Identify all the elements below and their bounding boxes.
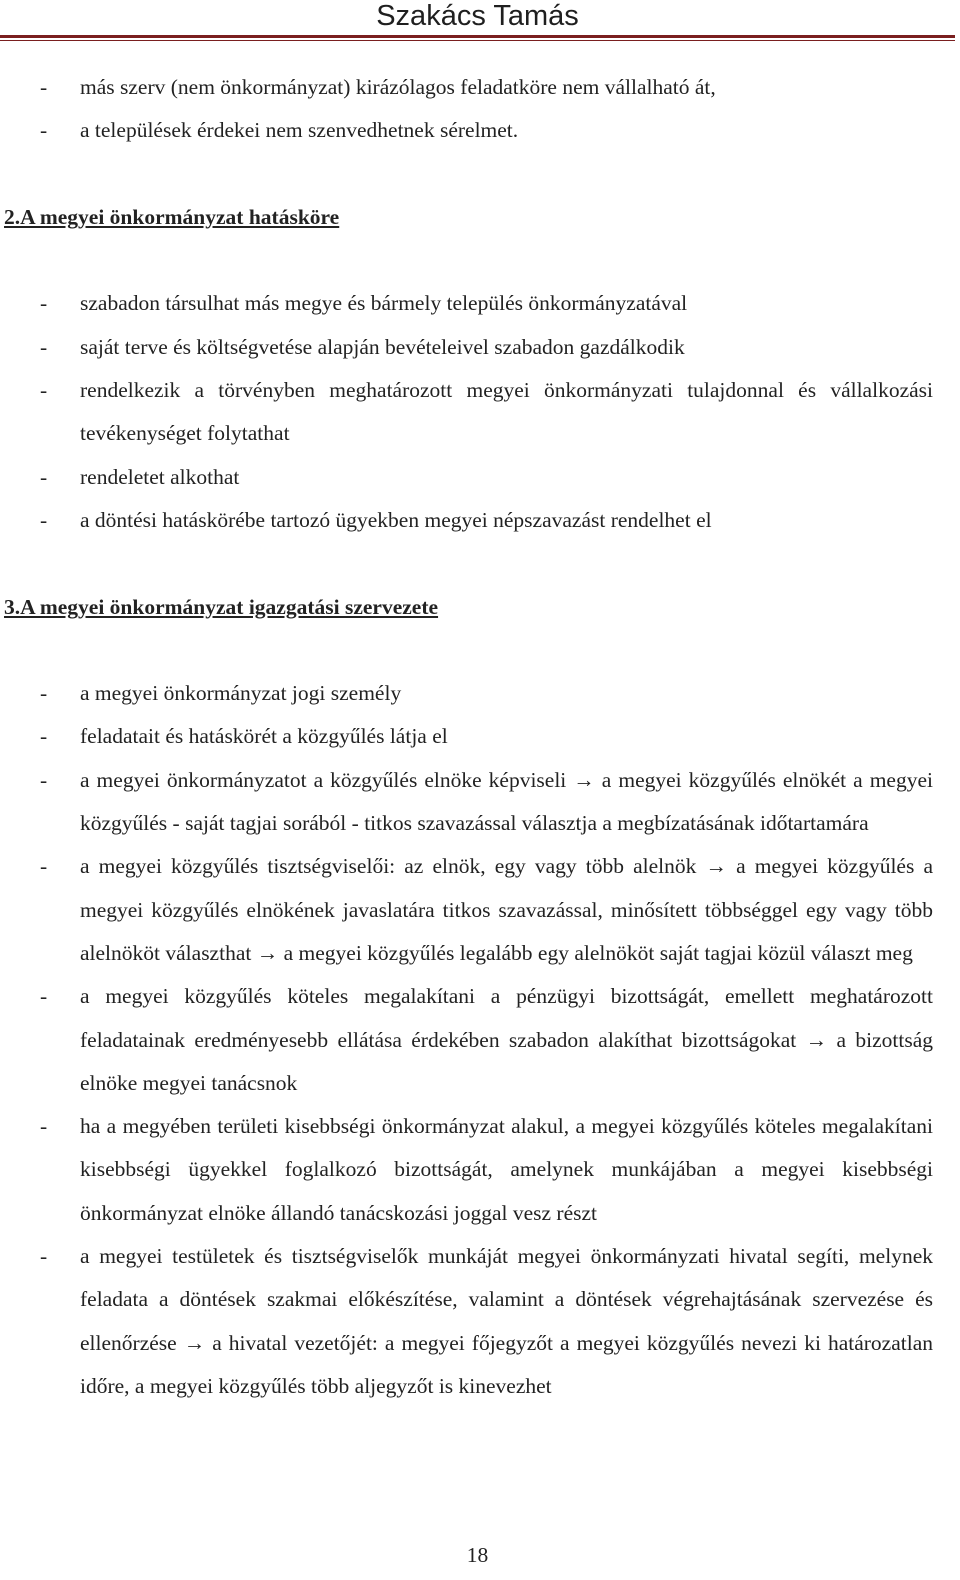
bullet-dash: - [40, 1244, 48, 1269]
list-item-text: ha a megyében területi kisebbségi önkormányzat alakul, a megyei közgyűlés köteles megalakítani kisebbségi ügyekkel foglalkozó bizottságát, amelynek munkájában a megyei kisebbségi önkormányzat elnöke állandó tanácskozási joggal vesz részt [80, 1114, 933, 1225]
list-item-text: a döntési hatáskörébe tartozó ügyekben megyei népszavazást rendelhet el [80, 507, 712, 532]
list-item [0, 845, 933, 975]
list-item [0, 326, 933, 369]
list-item [0, 759, 933, 846]
spacer [0, 239, 960, 282]
bullet-dash: - [40, 507, 48, 532]
bullet-dash: - [40, 118, 48, 143]
list-item [0, 975, 933, 1105]
list-item-text: a megyei közgyűlés tisztségviselői: az elnök, egy vagy több alelnök → a megyei közgyűlés a megyei közgyűlés elnökének javaslatára titkos szavazással, minősített többséggel egy vagy több alelnököt választhat → a megyei közgyűlés legalább egy alelnököt saját tagjai közül választ meg [80, 854, 933, 965]
list-item [0, 456, 933, 499]
list-item-text: a megyei közgyűlés köteles megalakítani a pénzügyi bizottságát, emellett meghatározott feladatainak eredményesebb ellátása érdekében szabadon alakíthat bizottságokat → a bizottság elnöke megyei tanácsnok [80, 984, 933, 1095]
page-number: 18 [466, 1543, 489, 1567]
bullet-dash: - [40, 378, 48, 403]
list-item [0, 715, 933, 758]
list-item-text: más szerv (nem önkormányzat) kirázólagos feladatköre nem vállalható át, [80, 75, 716, 99]
list-item-text: a megyei testületek és tisztségviselők munkáját megyei önkormányzati hivatal segíti, melynek feladata a döntések szakmai előkészítése, valamint a döntések végrehajtásának szervezése és ellenőrzése → a hivatal vezetőjét: a megyei főjegyzőt a megyei közgyűlés nevezi ki határozatlan időre, a megyei közgyűlés több aljegyzőt is kinevezhet [80, 1244, 933, 1398]
list-item-text: a megyei önkormányzat jogi személy [80, 681, 402, 706]
list-item [0, 672, 933, 715]
spacer [0, 629, 960, 672]
list-item-text: rendeletet alkothat [80, 464, 240, 489]
section-heading: 3.A megyei önkormányzat igazgatási szervezete [4, 594, 439, 619]
bullet-dash: - [40, 681, 48, 706]
bullet-dash: - [40, 724, 48, 749]
list-item-text: a megyei önkormányzatot a közgyűlés elnöke képviseli → a megyei közgyűlés elnökét a megyei közgyűlés - saját tagjai sorából - titkos szavazással választja a megbízatásának időtartamára [80, 767, 933, 836]
bullet-dash: - [40, 767, 48, 792]
list-item [0, 499, 933, 542]
section-heading: 2.A megyei önkormányzat hatásköre [4, 204, 340, 229]
list-item [0, 369, 933, 456]
list-item-text: a települések érdekei nem szenvedhetnek sérelmet. [80, 118, 519, 143]
spacer [0, 153, 960, 196]
section2-list [0, 282, 960, 542]
bullet-dash: - [40, 464, 48, 489]
bullet-dash: - [40, 334, 48, 359]
list-item-text: rendelkezik a törvényben meghatározott megyei önkormányzati tulajdonnal és vállalkozási tevékenységet folytathat [80, 378, 933, 446]
list-item [0, 109, 933, 152]
list-item [0, 66, 933, 109]
section3-list [0, 672, 960, 1408]
spacer [0, 542, 960, 585]
bullet-dash: - [40, 75, 48, 99]
bullet-dash: - [40, 854, 48, 879]
page-header-title: Szakács Tamás [376, 0, 579, 32]
header-rule-thin [0, 40, 955, 41]
list-item [0, 1235, 933, 1408]
list-item-text: szabadon társulhat más megye és bármely település önkormányzatával [80, 291, 688, 316]
bullet-dash: - [40, 1114, 48, 1139]
intro-list [0, 66, 960, 153]
list-item-text: saját terve és költségvetése alapján bevételeivel szabadon gazdálkodik [80, 334, 685, 359]
bullet-dash: - [40, 291, 48, 316]
page-content [0, 66, 960, 1408]
list-item-text: feladatait és hatáskörét a közgyűlés látja el [80, 724, 448, 749]
list-item [0, 282, 933, 325]
list-item [0, 1105, 933, 1235]
header-rule [0, 35, 955, 38]
bullet-dash: - [40, 984, 48, 1009]
